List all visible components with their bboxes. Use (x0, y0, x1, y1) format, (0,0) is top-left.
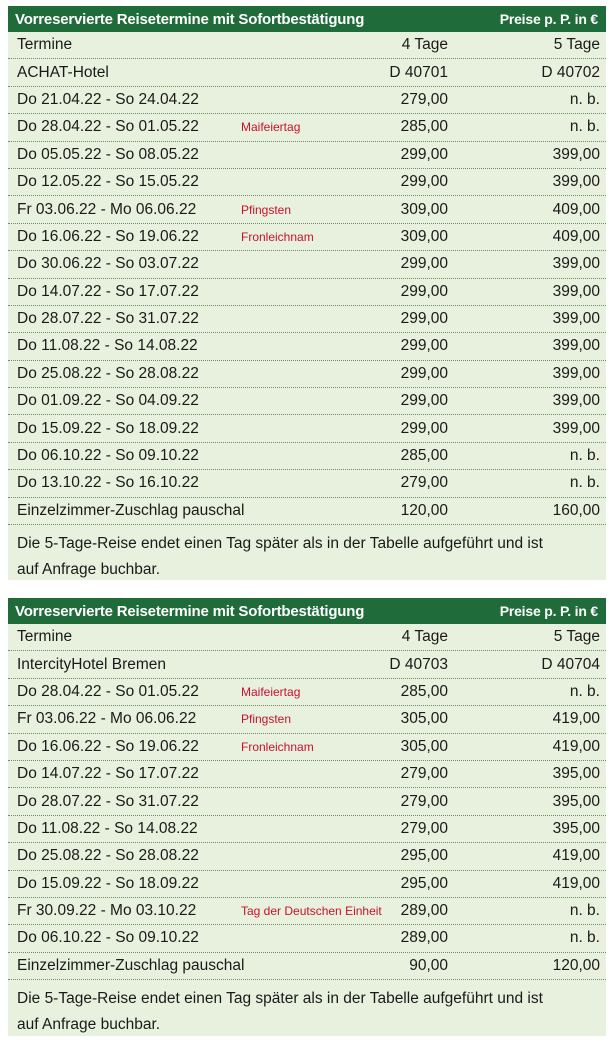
travel-dates: Do 28.07.22 - So 31.07.22 (17, 792, 199, 810)
price-4-days: 309,00 (400, 227, 448, 245)
price-5-days: 419,00 (552, 847, 600, 865)
table-header-bar (8, 6, 606, 32)
price-4-days: 299,00 (400, 145, 448, 163)
price-5-days: n. b. (569, 118, 600, 136)
price-4-days: 279,00 (400, 792, 448, 810)
table-row (8, 333, 606, 360)
travel-dates: Do 01.09.22 - So 04.09.22 (17, 392, 199, 410)
price-5-days: n. b. (569, 682, 600, 700)
column-label-dates: Termine (17, 36, 73, 54)
table-row (8, 87, 606, 114)
table-row (8, 224, 606, 251)
column-label-5-days: 5 Tage (553, 36, 600, 54)
date-rows (8, 679, 606, 953)
price-4-days: 299,00 (400, 282, 448, 300)
price-5-days: 399,00 (552, 255, 600, 273)
column-label-4-days: 4 Tage (401, 36, 448, 54)
price-4-days: 285,00 (400, 447, 448, 465)
surcharge-4-days: 120,00 (400, 501, 448, 519)
column-header-row (8, 624, 606, 651)
table-row (8, 761, 606, 788)
travel-dates: Fr 03.06.22 - Mo 06.06.22 (17, 710, 197, 728)
price-5-days: 419,00 (552, 874, 600, 892)
price-4-days: 309,00 (400, 200, 448, 218)
hotel-row (8, 651, 606, 678)
travel-dates: Do 15.09.22 - So 18.09.22 (17, 874, 199, 892)
trip-code-4-days: D 40701 (389, 63, 448, 81)
price-table-achat (8, 6, 606, 580)
table-row (8, 816, 606, 843)
footnote (8, 525, 606, 583)
price-5-days: n. b. (569, 447, 600, 465)
price-5-days: 409,00 (552, 227, 600, 245)
travel-dates: Do 05.05.22 - So 08.05.22 (17, 145, 199, 163)
price-5-days: 399,00 (552, 364, 600, 382)
price-5-days: 395,00 (552, 819, 600, 837)
footnote-line: auf Anfrage buchbar. (17, 1016, 161, 1034)
footnote-line: auf Anfrage buchbar. (17, 561, 161, 579)
table-row (8, 925, 606, 952)
table-title: Vorreservierte Reisetermine mit Sofortbestätigung (15, 10, 365, 28)
travel-dates: Do 12.05.22 - So 15.05.22 (17, 173, 199, 191)
travel-dates: Do 06.10.22 - So 09.10.22 (17, 447, 199, 465)
travel-dates: Do 28.07.22 - So 31.07.22 (17, 310, 199, 328)
table-row (8, 279, 606, 306)
travel-dates: Do 14.07.22 - So 17.07.22 (17, 282, 199, 300)
price-5-days: 399,00 (552, 419, 600, 437)
table-row (8, 361, 606, 388)
table-row (8, 898, 606, 925)
table-row (8, 788, 606, 815)
price-5-days: 395,00 (552, 792, 600, 810)
price-4-days: 279,00 (400, 90, 448, 108)
price-5-days: 399,00 (552, 145, 600, 163)
table-row (8, 443, 606, 470)
price-4-days: 305,00 (400, 710, 448, 728)
holiday-note: Fronleichnam (241, 229, 314, 244)
footnote-line: Die 5-Tage-Reise endet einen Tag später als in der Tabelle aufgeführt und ist (17, 535, 543, 553)
price-table-intercity (8, 598, 606, 1036)
price-4-days: 299,00 (400, 419, 448, 437)
price-5-days: 399,00 (552, 337, 600, 355)
price-4-days: 289,00 (400, 929, 448, 947)
travel-dates: Do 11.08.22 - So 14.08.22 (17, 819, 198, 837)
price-5-days: n. b. (569, 474, 600, 492)
price-5-days: n. b. (569, 902, 600, 920)
travel-dates: Do 30.06.22 - So 03.07.22 (17, 255, 199, 273)
price-5-days: n. b. (569, 90, 600, 108)
price-4-days: 295,00 (400, 874, 448, 892)
price-4-days: 299,00 (400, 310, 448, 328)
hotel-name: IntercityHotel Bremen (17, 655, 167, 673)
price-4-days: 295,00 (400, 847, 448, 865)
travel-dates: Fr 03.06.22 - Mo 06.06.22 (17, 200, 197, 218)
table-row (8, 734, 606, 761)
hotel-name: ACHAT-Hotel (17, 63, 109, 81)
table-row (8, 196, 606, 223)
surcharge-label: Einzelzimmer-Zuschlag pauschal (17, 956, 245, 974)
price-4-days: 305,00 (400, 737, 448, 755)
table-row (8, 251, 606, 278)
footnote-line: Die 5-Tage-Reise endet einen Tag später als in der Tabelle aufgeführt und ist (17, 990, 543, 1008)
price-5-days: 409,00 (552, 200, 600, 218)
travel-dates: Do 14.07.22 - So 17.07.22 (17, 765, 199, 783)
table-title: Vorreservierte Reisetermine mit Sofortbestätigung (15, 602, 365, 620)
table-row (8, 306, 606, 333)
footnote (8, 980, 606, 1038)
hotel-row (8, 59, 606, 86)
travel-dates: Fr 30.09.22 - Mo 03.10.22 (17, 902, 197, 920)
trip-code-4-days: D 40703 (389, 655, 448, 673)
price-4-days: 299,00 (400, 364, 448, 382)
table-row (8, 114, 606, 141)
single-room-surcharge-row (8, 498, 606, 525)
price-5-days: 399,00 (552, 282, 600, 300)
surcharge-5-days: 160,00 (552, 501, 600, 519)
travel-dates: Do 28.04.22 - So 01.05.22 (17, 682, 199, 700)
date-rows (8, 87, 606, 498)
price-5-days: 419,00 (552, 710, 600, 728)
trip-code-5-days: D 40704 (541, 655, 600, 673)
travel-dates: Do 06.10.22 - So 09.10.22 (17, 929, 199, 947)
price-5-days: 399,00 (552, 310, 600, 328)
holiday-note: Pfingsten (241, 712, 292, 727)
price-5-days: n. b. (569, 929, 600, 947)
table-header-bar (8, 598, 606, 624)
price-4-days: 279,00 (400, 474, 448, 492)
holiday-note: Fronleichnam (241, 739, 314, 754)
price-5-days: 419,00 (552, 737, 600, 755)
holiday-note: Maifeiertag (241, 120, 301, 135)
table-row (8, 169, 606, 196)
price-4-days: 285,00 (400, 682, 448, 700)
table-row (8, 142, 606, 169)
holiday-note: Tag der Deutschen Einheit (241, 904, 382, 919)
surcharge-5-days: 120,00 (552, 956, 600, 974)
table-row (8, 706, 606, 733)
price-4-days: 289,00 (400, 902, 448, 920)
price-5-days: 395,00 (552, 765, 600, 783)
price-5-days: 399,00 (552, 173, 600, 191)
price-unit-label: Preise p. P. in € (499, 603, 598, 619)
price-5-days: 399,00 (552, 392, 600, 410)
surcharge-4-days: 90,00 (409, 956, 448, 974)
travel-dates: Do 25.08.22 - So 28.08.22 (17, 364, 199, 382)
travel-dates: Do 15.09.22 - So 18.09.22 (17, 419, 199, 437)
travel-dates: Do 25.08.22 - So 28.08.22 (17, 847, 199, 865)
column-label-5-days: 5 Tage (553, 628, 600, 646)
column-header-row (8, 32, 606, 59)
price-4-days: 299,00 (400, 255, 448, 273)
table-row (8, 415, 606, 442)
travel-dates: Do 11.08.22 - So 14.08.22 (17, 337, 198, 355)
price-unit-label: Preise p. P. in € (499, 11, 598, 27)
column-label-dates: Termine (17, 628, 73, 646)
travel-dates: Do 28.04.22 - So 01.05.22 (17, 118, 199, 136)
travel-dates: Do 16.06.22 - So 19.06.22 (17, 227, 199, 245)
travel-dates: Do 21.04.22 - So 24.04.22 (17, 90, 199, 108)
travel-dates: Do 16.06.22 - So 19.06.22 (17, 737, 199, 755)
table-row (8, 679, 606, 706)
price-4-days: 299,00 (400, 337, 448, 355)
price-4-days: 285,00 (400, 118, 448, 136)
surcharge-label: Einzelzimmer-Zuschlag pauschal (17, 501, 245, 519)
table-row (8, 470, 606, 497)
table-row (8, 388, 606, 415)
table-row (8, 871, 606, 898)
price-4-days: 299,00 (400, 173, 448, 191)
holiday-note: Pfingsten (241, 202, 292, 217)
price-4-days: 279,00 (400, 819, 448, 837)
column-label-4-days: 4 Tage (401, 628, 448, 646)
price-4-days: 299,00 (400, 392, 448, 410)
travel-dates: Do 13.10.22 - So 16.10.22 (17, 474, 199, 492)
trip-code-5-days: D 40702 (541, 63, 600, 81)
table-row (8, 843, 606, 870)
price-4-days: 279,00 (400, 765, 448, 783)
holiday-note: Maifeiertag (241, 684, 301, 699)
single-room-surcharge-row (8, 953, 606, 980)
